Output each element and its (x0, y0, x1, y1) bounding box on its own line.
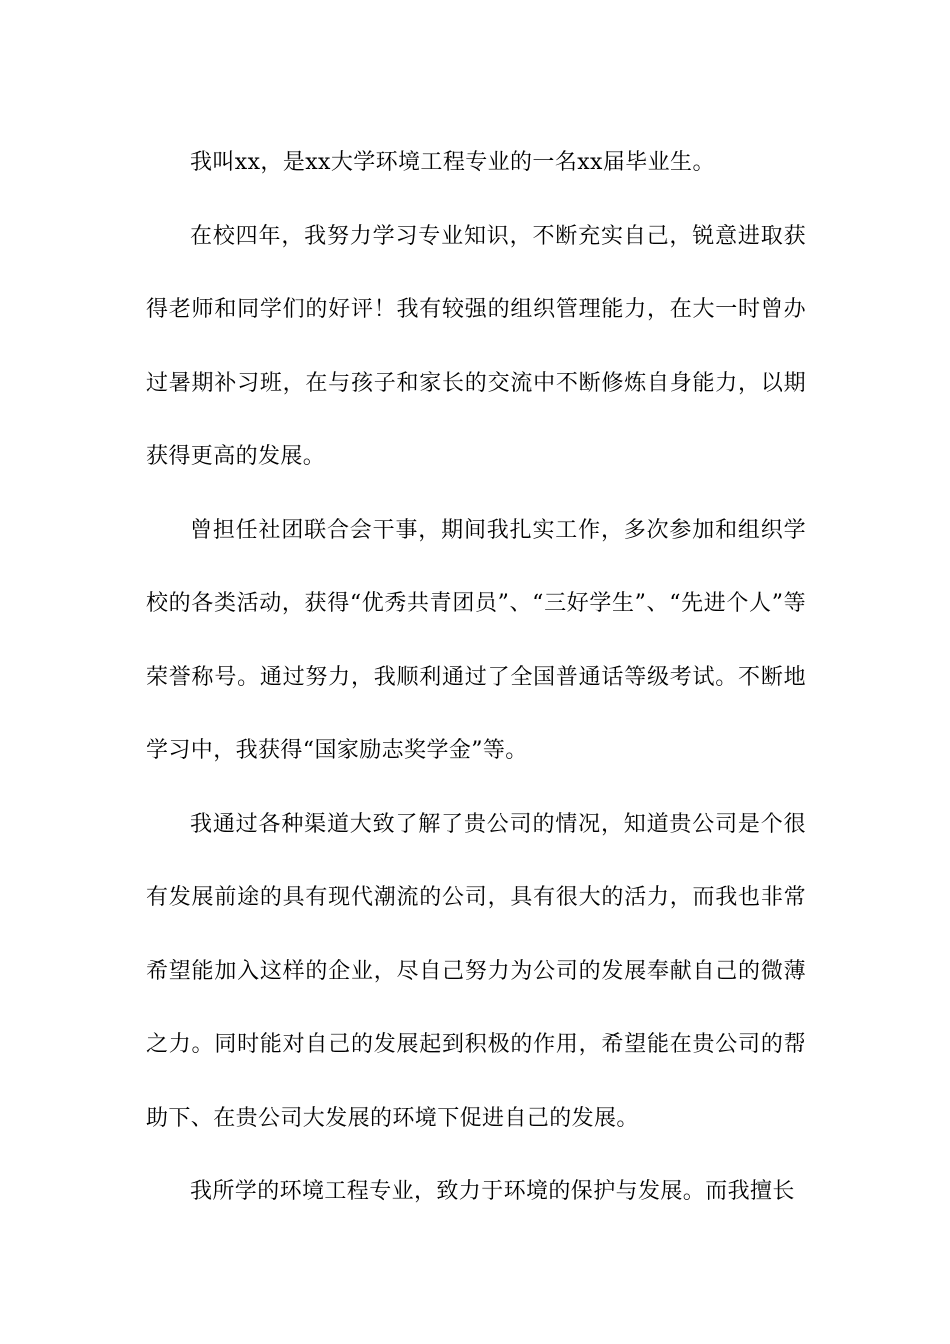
paragraph-school-study: 在校四年，我努力学习专业知识，不断充实自己，锐意进取获得老师和同学们的好评！我有较强的组织管理能力，在大一时曾办过暑期补习班，在与孩子和家长的交流中不断修炼自身能力，以期获得更高的发展。 (146, 223, 806, 469)
paragraph-major-skills: 我所学的环境工程专业，致力于环境的保护与发展。而我擅长 (190, 1179, 795, 1204)
paragraph-company-interest: 我通过各种渠道大致了解了贵公司的情况，知道贵公司是个很有发展前途的具有现代潮流的公司，具有很大的活力，而我也非常希望能加入这样的企业，尽自己努力为公司的发展奉献自己的微薄之力。同时能对自己的发展起到积极的作用，希望能在贵公司的帮助下、在贵公司大发展的环境下促进自己的发展。 (146, 811, 806, 1131)
document-body (146, 126, 806, 1229)
paragraph-self-introduction: 我叫xx，是xx大学环境工程专业的一名xx届毕业生。 (190, 150, 715, 175)
paragraph-activities-honors: 曾担任社团联合会干事，期间我扎实工作，多次参加和组织学校的各类活动，获得“优秀共青团员”、“三好学生”、“先进个人”等荣誉称号。通过努力，我顺利通过了全国普通话等级考试。不断地学习中，我获得“国家励志奖学金”等。 (146, 517, 806, 763)
